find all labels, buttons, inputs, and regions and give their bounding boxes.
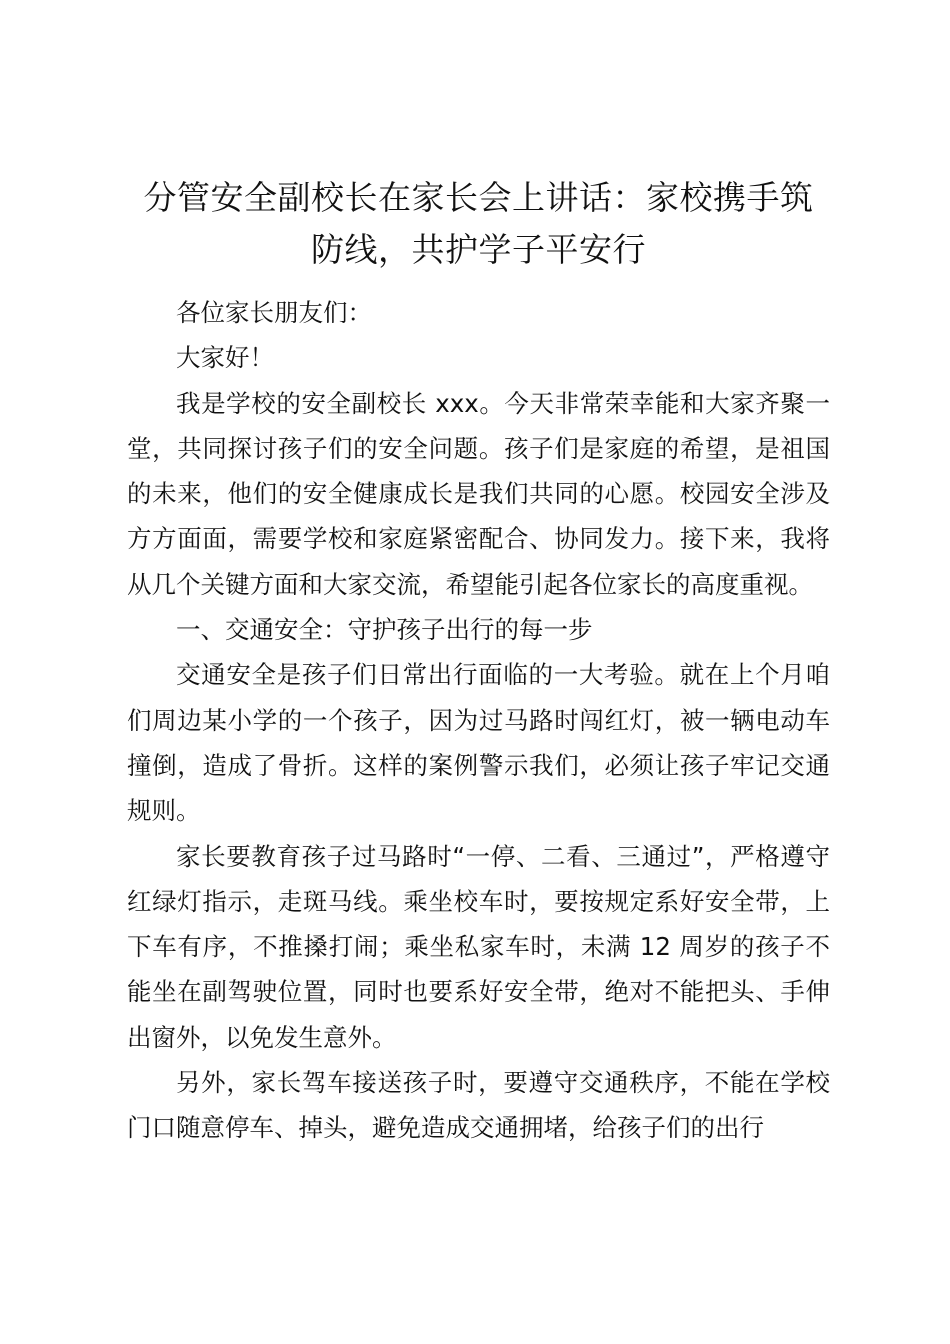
salutation: 各位家长朋友们： (176, 298, 372, 327)
section-heading-traffic-safety: 一、交通安全：守护孩子出行的每一步 (176, 615, 593, 645)
traffic-paragraph-1: 交通安全是孩子们日常出行面临的一大考验。就在上个月咱们周边某小学的一个孩子，因为过马路时闯红灯，被一辆电动车撞倒，造成了骨折。这样的案例警示我们，必须让孩子牢记交通规则。 (127, 660, 830, 826)
document-title: 分管安全副校长在家长会上讲话：家校携手筑防线，共护学子平安行 (143, 178, 814, 269)
traffic-paragraph-3: 另外，家长驾车接送孩子时，要遵守交通秩序，不能在学校门口随意停车、掉头，避免造成交通拥堵，给孩子们的出行 (127, 1068, 830, 1143)
intro-paragraph: 我是学校的安全副校长 xxx。今天非常荣幸能和大家齐聚一堂，共同探讨孩子们的安全问题。孩子们是家庭的希望，是祖国的未来，他们的安全健康成长是我们共同的心愿。校园安全涉及方方面面，需要学校和家庭紧密配合、协同发力。接下来，我将从几个关键方面和大家交流，希望能引起各位家长的高度重视。 (127, 388, 830, 599)
greeting: 大家好！ (176, 343, 274, 373)
traffic-paragraph-2: 家长要教育孩子过马路时“一停、二看、三通过”，严格遵守红绿灯指示，走斑马线。乘坐校车时，要按规定系好安全带，上下车有序，不推搡打闹；乘坐私家车时，未满 12 周岁的孩子不能坐在副驾驶位置，同时也要系好安全带，绝对不能把头、手伸出窗外，以免发生意外。 (127, 841, 830, 1052)
document-page (127, 172, 830, 1151)
